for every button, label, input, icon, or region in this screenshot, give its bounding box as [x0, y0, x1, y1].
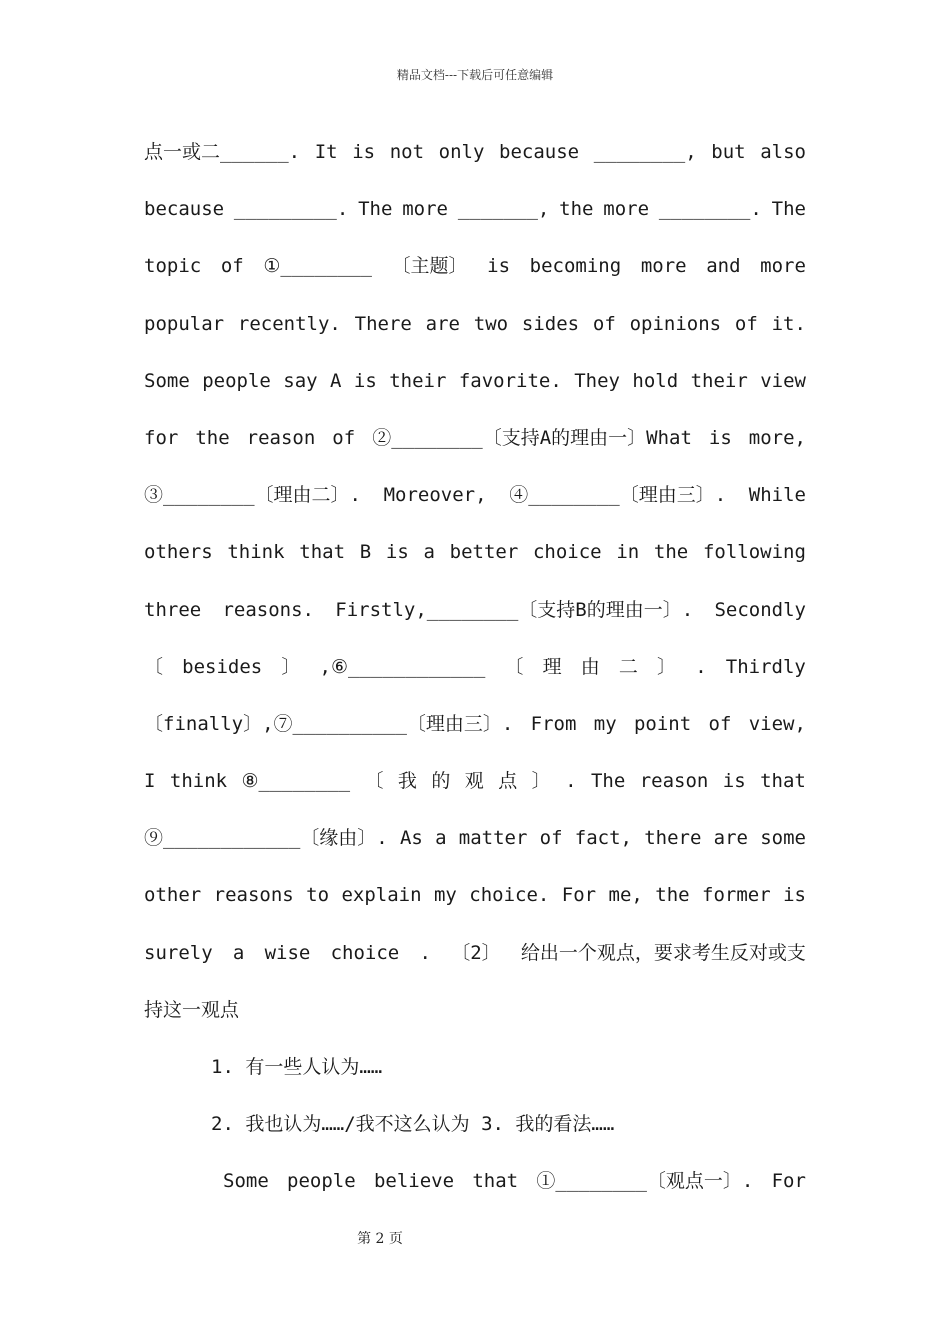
word: are [713, 827, 748, 850]
word: topic [144, 255, 202, 278]
word: The [358, 198, 393, 221]
word: my [433, 884, 457, 907]
word: From [530, 712, 577, 735]
word: reason [639, 770, 709, 793]
word: in [616, 541, 640, 564]
word: for [144, 426, 179, 449]
text-line [144, 645, 806, 702]
word: believe [373, 1170, 455, 1193]
word: reasons [213, 884, 294, 907]
word: ________, [593, 141, 697, 163]
word: 给出一个观点，要求考生反对或支 [520, 941, 806, 964]
word: more, [748, 426, 806, 449]
text-line [144, 473, 806, 530]
word: some [760, 827, 806, 850]
word: and [706, 255, 741, 278]
word: people [202, 369, 271, 392]
word: favorite. [458, 369, 562, 392]
word: a [435, 827, 447, 850]
word: A [330, 369, 342, 392]
word: view [760, 369, 806, 392]
word: surely [144, 941, 213, 964]
word: Secondly [714, 598, 806, 621]
word: to [306, 884, 330, 907]
page-header: 精品文档---下载后可任意编辑 [396, 68, 554, 82]
text-line: 持这一观点 [144, 998, 240, 1021]
text-line [144, 1159, 806, 1216]
word: fact, [574, 827, 632, 850]
word: . [695, 655, 707, 678]
word: Thirdly [725, 655, 806, 678]
word: others [144, 541, 213, 564]
word: their [389, 369, 447, 392]
word: 〔主题〕 [391, 255, 468, 278]
text-line [144, 244, 806, 301]
word: a [423, 541, 435, 564]
word: 〕 [281, 655, 301, 678]
text-line [144, 759, 806, 816]
word: They [574, 369, 620, 392]
word: 点 [498, 770, 518, 793]
word: other [144, 884, 202, 907]
word: it. [771, 312, 806, 335]
word: ④________〔理由三〕. [509, 484, 727, 507]
word: the [195, 426, 230, 449]
document-body [144, 130, 806, 1217]
text-line [144, 302, 806, 359]
word: sides [521, 312, 580, 335]
word: As [399, 827, 423, 850]
word: following [702, 541, 806, 564]
word: not [389, 141, 425, 163]
word: the [559, 198, 594, 221]
word: my [593, 712, 617, 735]
word: B [359, 541, 372, 564]
word: Some [223, 1170, 269, 1193]
text-line [144, 416, 806, 473]
word: a [232, 941, 245, 964]
word: besides [182, 655, 263, 678]
word: 我 [397, 770, 417, 793]
word: people [287, 1170, 356, 1193]
word: is [353, 369, 377, 392]
word: of [332, 426, 356, 449]
word: For [771, 1170, 806, 1193]
word: wise [264, 941, 311, 964]
word: recently. [237, 312, 341, 335]
word: only [438, 141, 485, 163]
word: think [227, 541, 285, 564]
word: is [487, 255, 511, 278]
word: 〔 [144, 655, 164, 678]
word: of [592, 312, 616, 335]
text-line [144, 873, 806, 930]
word: better [449, 541, 519, 564]
word: ③________〔理由二〕. [144, 484, 361, 507]
word: of [220, 255, 244, 278]
word: point [633, 712, 692, 735]
word: 的 [431, 770, 451, 793]
word: 〔2〕 [451, 941, 501, 964]
word: also [760, 141, 806, 163]
list-item: 2. 我也认为……/我不这么认为 3. 我的看法…… [211, 1113, 615, 1136]
word: but [711, 141, 746, 163]
word: ①________ [263, 255, 372, 278]
word: more [760, 255, 806, 278]
word: 由 [580, 655, 600, 678]
word: because [144, 198, 225, 221]
word: is [385, 541, 409, 564]
word: . [565, 770, 577, 793]
page-number: 第 2 页 [357, 1231, 403, 1247]
word: . [419, 941, 431, 964]
word: of [539, 827, 563, 850]
word: ,⑥____________ [319, 655, 486, 678]
word: 点一或二______. [144, 141, 301, 163]
list-item: 1. 有一些人认为…… [211, 1056, 383, 1078]
text-line [144, 359, 806, 416]
word: The [771, 198, 806, 221]
word: because [499, 141, 580, 163]
word: There [354, 312, 412, 335]
word: that [472, 1170, 519, 1193]
word: It [314, 141, 338, 163]
word: choice [532, 541, 602, 564]
text-line [144, 588, 806, 645]
word: reasons. [222, 598, 314, 621]
word: is [722, 770, 746, 793]
word: _______, [457, 198, 550, 221]
word: is [352, 141, 376, 163]
word: me, [608, 884, 643, 907]
word: Some [144, 369, 190, 392]
word: more [603, 198, 650, 221]
word: hold [632, 369, 679, 392]
word: three [144, 598, 202, 621]
word: two [473, 312, 509, 335]
word: the [655, 884, 690, 907]
word: 理 [542, 655, 562, 678]
word: I [144, 770, 156, 793]
text-line [144, 702, 806, 759]
word: 〕 [657, 655, 677, 678]
word: matter [458, 827, 528, 850]
word: are [425, 312, 460, 335]
word: ________. [658, 198, 762, 221]
word: 二 [618, 655, 638, 678]
word: ⑧________ [241, 770, 351, 793]
word: 〕 [531, 770, 551, 793]
word: their [690, 369, 748, 392]
word: While [748, 484, 806, 507]
word: choice [330, 941, 400, 964]
word: think [169, 770, 228, 793]
word: ①________〔观点一〕. [536, 1170, 754, 1193]
word: that [760, 770, 806, 793]
word: ⑨____________〔缘由〕. [144, 827, 388, 850]
word: the [653, 541, 689, 564]
word: say [283, 369, 318, 392]
word: that [299, 541, 346, 564]
word: 〔 [504, 655, 524, 678]
word: choice. [469, 884, 550, 907]
word: ②________〔支持A的理由一〕What [372, 426, 692, 449]
word: there [644, 827, 702, 850]
word: former [702, 884, 771, 907]
word: more [402, 198, 448, 221]
text-line [144, 530, 806, 587]
word: Firstly,________〔支持B的理由一〕. [335, 598, 694, 621]
text-line [144, 931, 806, 988]
word: becoming [529, 255, 622, 278]
text-line [144, 816, 806, 873]
word: For [561, 884, 597, 907]
word: more [640, 255, 687, 278]
word: 观 [464, 770, 484, 793]
word: 〔finally〕,⑦__________〔理由三〕. [144, 712, 514, 735]
word: reason [246, 426, 316, 449]
word: popular [144, 312, 225, 335]
word: of [708, 712, 732, 735]
word: 〔 [364, 770, 384, 793]
word: opinions [629, 312, 722, 335]
word: of [734, 312, 758, 335]
text-line [144, 187, 806, 244]
word: explain [341, 884, 422, 907]
word: Moreover, [383, 484, 487, 507]
word: The [590, 770, 626, 793]
word: _________. [233, 198, 349, 221]
word: view, [748, 712, 806, 735]
word: is [708, 426, 732, 449]
word: is [783, 884, 806, 907]
text-line [144, 130, 806, 187]
